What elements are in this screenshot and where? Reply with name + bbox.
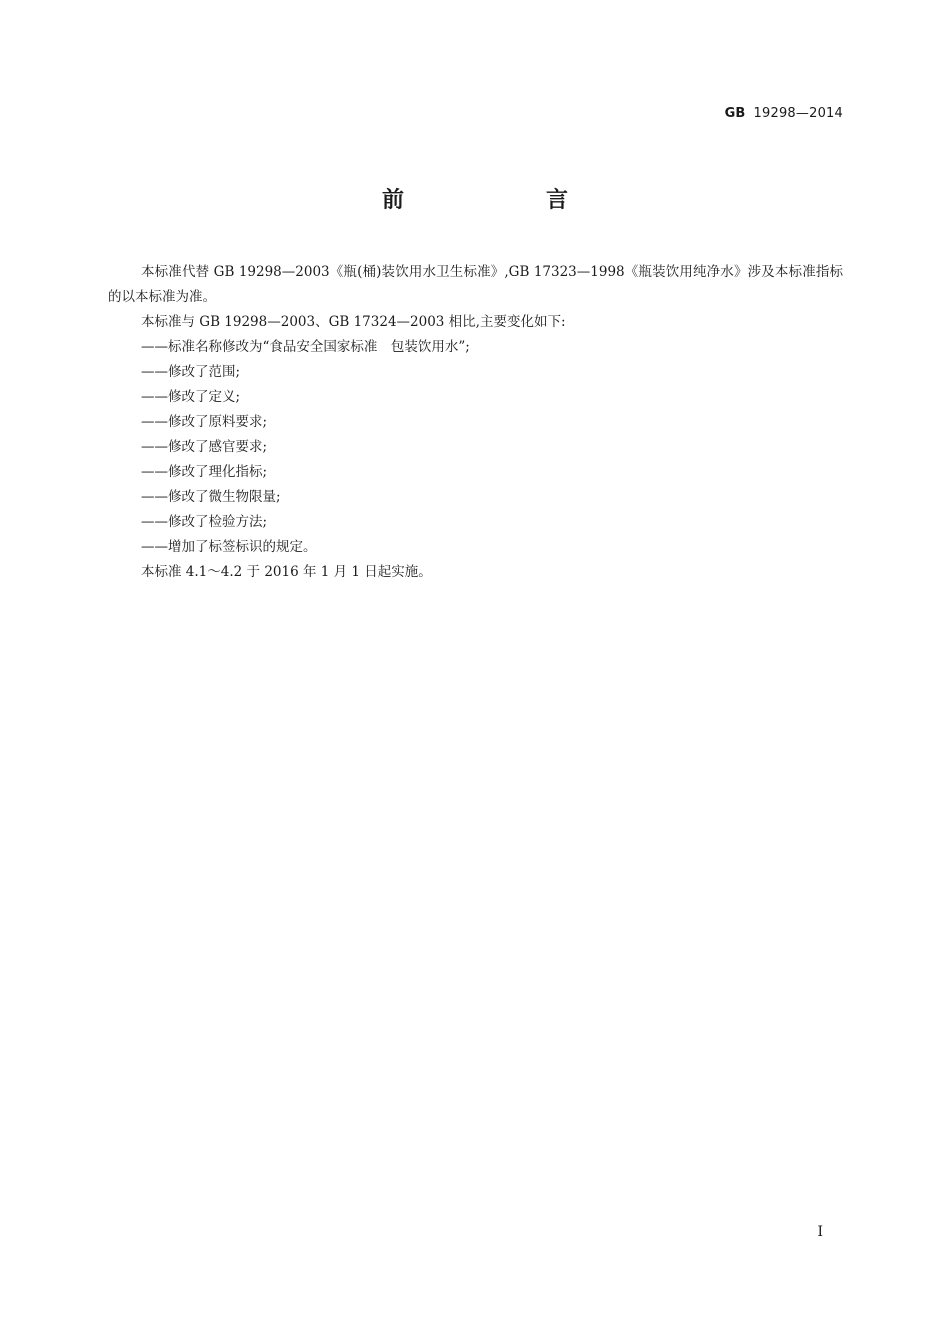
- standard-code: [725, 106, 843, 121]
- changes-list: [108, 335, 843, 560]
- paragraph-implementation-date: 本标准 4.1～4.2 于 2016 年 1 月 1 日起实施。: [141, 564, 432, 580]
- page-number: I: [817, 1224, 823, 1240]
- list-item: ——增加了标签标识的规定。: [141, 539, 317, 555]
- list-item: ——标准名称修改为“食品安全国家标准 包装饮用水”;: [141, 339, 470, 355]
- paragraph-changes-intro: 本标准与 GB 19298—2003、GB 17324—2003 相比,主要变化如下:: [141, 314, 566, 330]
- list-item: ——修改了微生物限量;: [141, 489, 281, 505]
- list-item: ——修改了检验方法;: [141, 514, 268, 530]
- page-title: 前 言: [381, 188, 628, 213]
- list-item: ——修改了理化指标;: [141, 464, 268, 480]
- list-item: ——修改了感官要求;: [141, 439, 268, 455]
- standard-number: 19298—2014: [753, 106, 843, 121]
- paragraph-replacement: 本标准代替 GB 19298—2003《瓶(桶)装饮用水卫生标准》,GB 17323—1998《瓶装饮用纯净水》涉及本标准指标的以本标准为准。: [108, 264, 843, 305]
- list-item: ——修改了范围;: [141, 364, 241, 380]
- standard-prefix: GB: [724, 106, 746, 121]
- list-item: ——修改了定义;: [141, 389, 241, 405]
- list-item: ——修改了原料要求;: [141, 414, 268, 430]
- document-body: [108, 260, 843, 585]
